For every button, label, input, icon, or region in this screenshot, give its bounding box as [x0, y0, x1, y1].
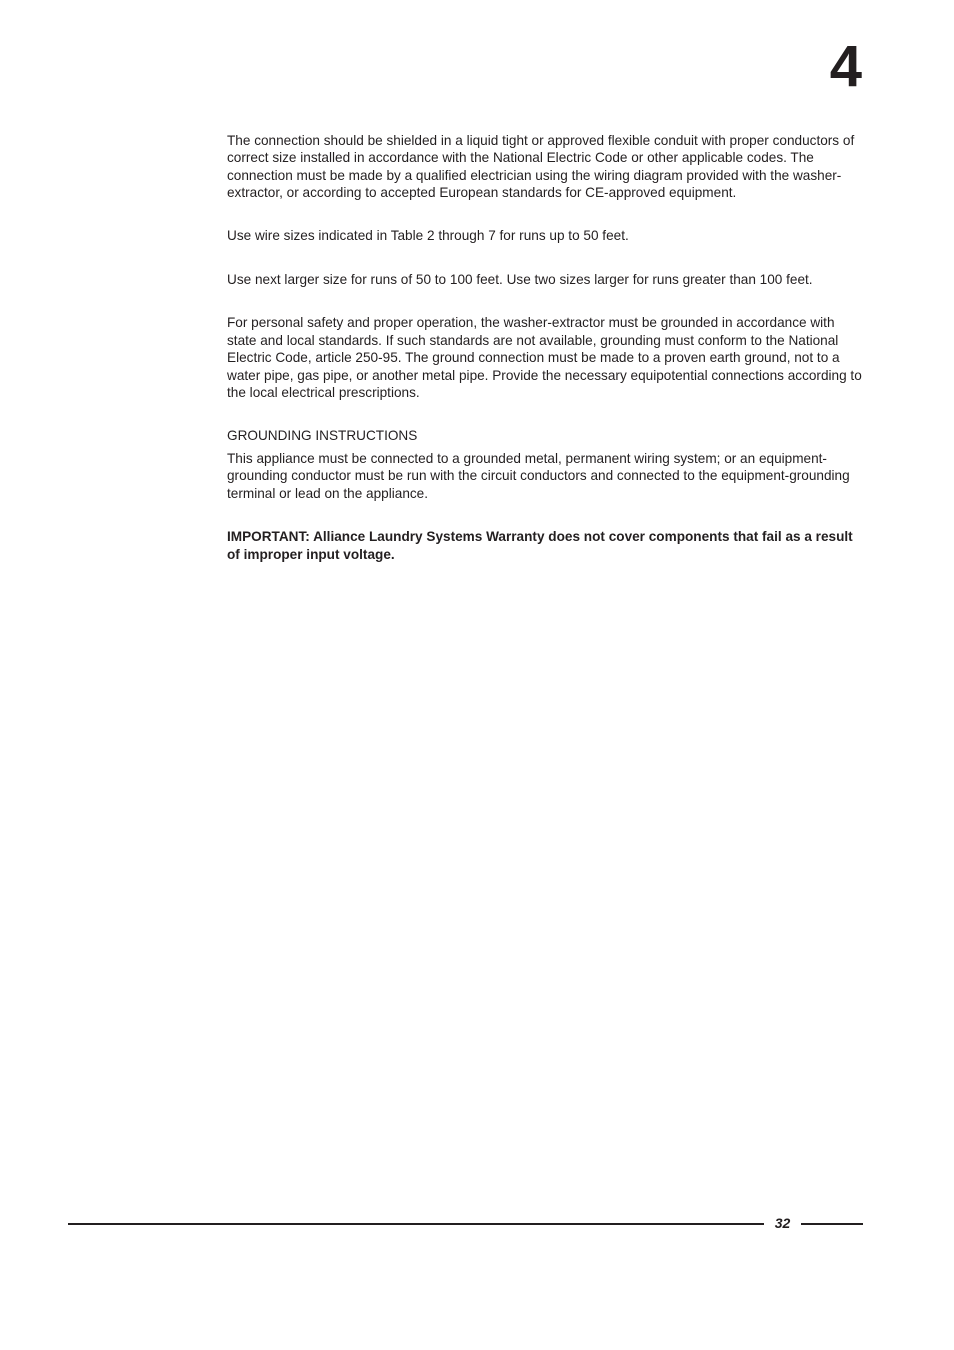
paragraph-longer-runs: Use next larger size for runs of 50 to 100 feet. Use two sizes larger for runs greater than 100 feet.	[227, 272, 813, 288]
paragraph-personal-safety: For personal safety and proper operation, the washer-extractor must be grounded in accordance with state and local standards. If such standards are not available, grounding must conform to the National Electric Code, article 250-95. The ground connection must be made to a proven earth ground, not to a water pipe, gas pipe, or another metal pipe. Provide the necessary equipotential connections according to the local electrical prescriptions.	[227, 315, 862, 401]
paragraph-grounding-instructions: This appliance must be connected to a grounded metal, permanent wiring system; or an equipment-grounding conductor must be run with the circuit conductors and connected to the equipment-grounding terminal or lead on the appliance.	[227, 450, 850, 501]
page-number: 32	[774, 1215, 791, 1231]
important-warranty-note: IMPORTANT: Alliance Laundry Systems Warranty does not cover components that fail as a result of improper input voltage.	[227, 529, 853, 562]
footer-rule-right	[801, 1223, 863, 1225]
page-body	[227, 132, 867, 563]
paragraph-conduit-connection: The connection should be shielded in a liquid tight or approved flexible conduit with proper conductors of correct size installed in accordance with the National Electric Code or other applicable codes. The connection must be made by a qualified electrician using the wiring diagram provided with the washer-extractor, or according to accepted European standards for CE-approved equipment.	[227, 133, 855, 201]
paragraph-wire-sizes: Use wire sizes indicated in Table 2 through 7 for runs up to 50 feet.	[227, 227, 629, 243]
chapter-number: 4	[829, 34, 862, 99]
footer-rule-left	[68, 1223, 764, 1225]
grounding-instructions-heading: GROUNDING INSTRUCTIONS	[227, 428, 418, 444]
